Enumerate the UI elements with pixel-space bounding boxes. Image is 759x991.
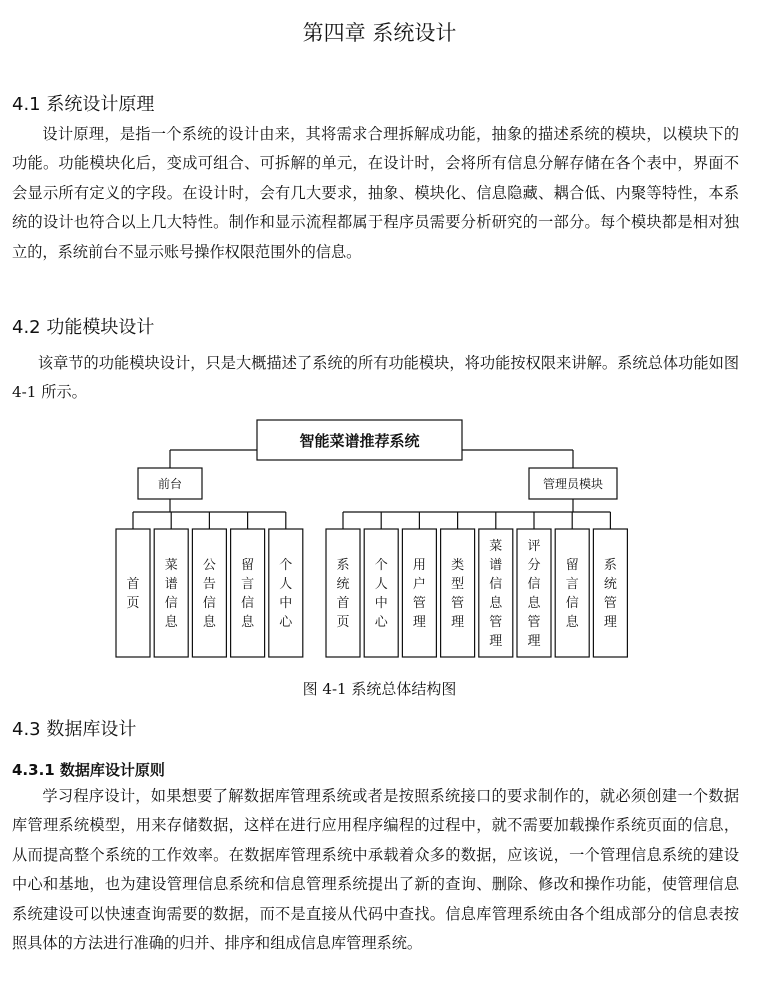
leaf-box <box>326 529 360 657</box>
leaf-label: 个人中心 <box>374 558 388 630</box>
leaf-box <box>555 529 589 657</box>
chapter-title: 第四章 系统设计 <box>302 21 457 45</box>
leaf-label: 用户管理 <box>412 558 426 630</box>
leaf-box <box>441 529 475 657</box>
leaf-box <box>231 529 265 657</box>
leaf-label: 公告信息 <box>202 558 216 630</box>
group-label: 前台 <box>157 477 183 491</box>
leaf-label: 类型管理 <box>451 558 465 630</box>
leaf-label: 评分信息管理 <box>527 539 541 649</box>
leaf-box <box>364 529 398 657</box>
leaf-box <box>402 529 436 657</box>
group-label: 管理员模块 <box>542 477 604 491</box>
leaf-box <box>116 529 150 657</box>
leaf-label: 首页 <box>126 577 140 611</box>
section-4-3-1-heading: 4.3.1 数据库设计原则 <box>12 761 165 779</box>
figure-caption: 图 4-1 系统总体结构图 <box>302 680 457 698</box>
leaf-label: 菜谱信息 <box>164 558 178 630</box>
leaf-box <box>269 529 303 657</box>
leaf-label: 系统管理 <box>603 558 617 630</box>
system-structure-diagram <box>0 410 759 668</box>
leaf-label: 留言信息 <box>241 558 255 630</box>
section-4-3-heading: 4.3 数据库设计 <box>12 719 137 740</box>
section-4-2-heading: 4.2 功能模块设计 <box>12 317 155 338</box>
section-4-1-heading: 4.1 系统设计原理 <box>12 94 155 115</box>
section-4-1-paragraph: 设计原理，是指一个系统的设计由来，其将需求合理拆解成功能，抽象的描述系统的模块，以模块下的功能。功能模块化后，变成可组合、可拆解的单元，在设计时，会将所有信息分解存储在各个表中，界面不会显示所有定义的字段。在设计时，会有几大要求，抽象、模块化、信息隐藏、耦合低、内聚等特性，本系统的设计也符合以上几大特性。制作和显示流程都属于程序员需要分析研究的一部分。每个模块都是相对独立的，系统前台不显示账号操作权限范围外的信息。 <box>12 125 739 261</box>
root-label: 智能菜谱推荐系统 <box>299 432 420 450</box>
leaf-label: 菜谱信息管理 <box>489 539 503 649</box>
leaf-box <box>154 529 188 657</box>
leaf-label: 系统首页 <box>336 558 350 630</box>
leaf-label: 个人中心 <box>279 558 293 630</box>
leaf-box <box>192 529 226 657</box>
leaf-box <box>593 529 627 657</box>
section-4-2-paragraph: 该章节的功能模块设计，只是大概描述了系统的所有功能模块，将功能按权限来讲解。系统总体功能如图 4-1 所示。 <box>12 354 739 402</box>
leaf-label: 留言信息 <box>565 558 579 630</box>
section-4-3-1-paragraph: 学习程序设计，如果想要了解数据库管理系统或者是按照系统接口的要求制作的，就必须创建一个数据库管理系统模型，用来存储数据，这样在进行应用程序编程的过程中，就不需要加载操作系统页面的信息，从而提高整个系统的工作效率。在数据库管理系统中承载着众多的数据，应该说，一个管理信息系统的建设中心和基地，也为建设管理信息系统和信息管理系统提出了新的查询、删除、修改和操作功能，使管理信息系统建设可以快速查询需要的数据，而不是直接从代码中查找。信息库管理系统由各个组成部分的信息表按照具体的方法进行准确的归并、排序和组成信息库管理系统。 <box>12 787 739 953</box>
